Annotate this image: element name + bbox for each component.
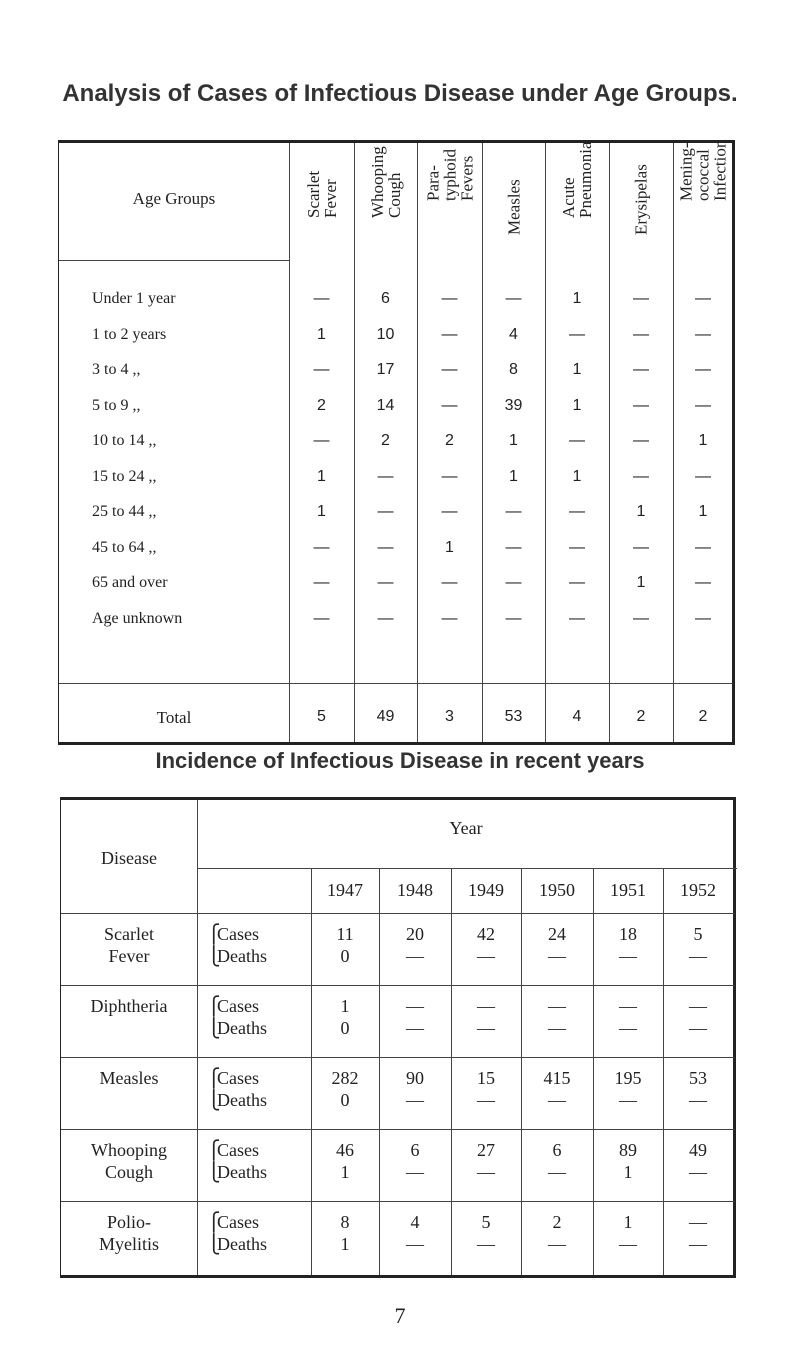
row-divider: [61, 985, 735, 986]
age-table-cell: 14: [376, 396, 395, 414]
age-table-cell: —: [505, 538, 522, 556]
page-title-incidence: Incidence of Infectious Disease in recent years: [155, 748, 645, 773]
age-table-cell: —: [441, 609, 458, 627]
age-table-cell: —: [441, 325, 458, 343]
cases-value: 24: [548, 924, 566, 944]
age-table-cell: 1: [698, 503, 708, 520]
cases-value: 195: [614, 1068, 642, 1088]
age-table-cell: —: [569, 325, 585, 343]
age-row-label: 15 to 24 ,,: [92, 467, 157, 485]
age-table-cell: 1: [636, 503, 646, 520]
disease-name: Diphtheria: [90, 996, 168, 1016]
cases-value: 27: [477, 1140, 495, 1160]
age-table-cell: 1: [445, 538, 454, 556]
deaths-value: —: [548, 1018, 566, 1038]
deaths-value: —: [689, 946, 707, 966]
deaths-value: —: [406, 1090, 424, 1110]
age-row-label: 65 and over: [92, 574, 168, 591]
age-row-label: 1 to 2 years: [92, 325, 167, 343]
age-table-cell: 17: [376, 361, 395, 378]
age-table-cell: 1: [509, 432, 518, 449]
deaths-value: —: [406, 946, 424, 966]
deaths-value: —: [619, 1234, 637, 1254]
cases-value: —: [619, 996, 637, 1016]
total-cell: 5: [317, 708, 326, 725]
age-table-cell: —: [313, 609, 330, 627]
row-divider: [61, 1129, 735, 1130]
cases-value: 1: [340, 996, 350, 1016]
column-header-label: Acute Pneumonia: [559, 141, 595, 218]
age-table-cell: —: [569, 538, 585, 556]
deaths-value: —: [406, 1234, 424, 1254]
deaths-value: —: [619, 946, 637, 966]
age-table-cell: —: [377, 574, 394, 591]
age-table-cell: —: [441, 503, 458, 520]
cases-value: —: [477, 996, 495, 1016]
age-table-cell: 1: [698, 432, 708, 449]
age-table-cell: 2: [381, 432, 390, 449]
deaths-label: Deaths: [217, 946, 267, 966]
deaths-value: —: [477, 1018, 495, 1038]
row-divider: [61, 913, 735, 914]
age-table-cell: —: [313, 432, 330, 449]
deaths-value: 1: [340, 1234, 350, 1254]
deaths-value: —: [477, 1162, 495, 1182]
deaths-label: Deaths: [217, 1018, 267, 1038]
year-label: 1952: [680, 880, 716, 900]
column-header: [673, 139, 733, 260]
brace-glyph: ⎩: [207, 1234, 221, 1254]
cases-value: 8: [340, 1212, 350, 1232]
column-header-label: Para- typhoid Fevers: [423, 149, 476, 201]
cases-value: 42: [477, 924, 495, 944]
year-header: Year: [449, 818, 483, 838]
age-table-cell: 1: [572, 467, 582, 485]
column-header: [354, 143, 417, 260]
age-table-cell: —: [633, 290, 649, 307]
total-cell: 49: [376, 708, 395, 725]
column-header: [417, 143, 482, 260]
age-table-cell: —: [569, 574, 585, 591]
cases-value: 49: [689, 1140, 707, 1160]
deaths-value: —: [548, 946, 566, 966]
age-table-cell: —: [377, 467, 394, 485]
column-header-label: Measles: [504, 179, 523, 235]
row-divider: [197, 868, 737, 869]
age-table-cell: 10: [376, 325, 395, 343]
age-table-cell: 1: [509, 467, 518, 485]
deaths-value: —: [477, 1090, 495, 1110]
age-table-cell: —: [441, 467, 458, 485]
cases-value: 11: [336, 924, 354, 944]
cases-value: 282: [331, 1068, 359, 1088]
age-table-cell: 2: [317, 396, 326, 414]
deaths-value: 1: [340, 1162, 350, 1182]
brace-glyph: ⎧: [207, 1140, 221, 1160]
cases-value: —: [406, 996, 424, 1016]
disease-name: Polio- Myelitis: [98, 1212, 159, 1254]
age-table-cell: 2: [445, 432, 454, 449]
column-header-label: Whooping Cough: [367, 146, 404, 218]
age-table-cell: —: [569, 609, 585, 627]
age-table-cell: —: [505, 503, 522, 520]
age-table-cell: —: [695, 396, 711, 414]
deaths-value: —: [406, 1018, 424, 1038]
age-table-cell: 1: [572, 290, 582, 307]
brace-glyph: ⎧: [207, 1212, 221, 1232]
column-header: [482, 143, 545, 260]
cases-value: 415: [543, 1068, 571, 1088]
cases-value: 20: [406, 924, 424, 944]
age-row-label: Under 1 year: [92, 290, 176, 307]
disease-header: Disease: [101, 848, 157, 868]
year-label: 1947: [327, 880, 363, 900]
cases-value: —: [689, 996, 707, 1016]
page-title-age-analysis: Analysis of Cases of Infectious Disease under Age Groups.: [62, 80, 738, 107]
row-divider: [61, 1057, 735, 1058]
age-table-cell: —: [441, 396, 458, 414]
age-group-table: [58, 140, 735, 745]
deaths-value: 0: [340, 1090, 350, 1110]
age-table-cell: 8: [509, 361, 518, 378]
deaths-value: —: [548, 1234, 566, 1254]
age-table-cell: —: [695, 574, 711, 591]
total-cell: 4: [572, 708, 582, 725]
age-row-label: 25 to 44 ,,: [92, 503, 157, 520]
age-table-cell: —: [633, 609, 649, 627]
age-table-cell: —: [313, 538, 330, 556]
age-table-cell: —: [695, 467, 711, 485]
age-table-cell: —: [313, 361, 330, 378]
age-groups-header: Age Groups: [132, 189, 216, 208]
deaths-value: 0: [340, 1018, 350, 1038]
deaths-value: —: [689, 1018, 707, 1038]
cases-value: 15: [477, 1068, 495, 1088]
deaths-value: —: [689, 1090, 707, 1110]
column-header: [609, 143, 673, 260]
age-row-label: 5 to 9 ,,: [92, 396, 141, 414]
column-header: [545, 143, 609, 260]
cases-value: 2: [552, 1212, 562, 1232]
column-header-label: Mening- ococcal Infection: [676, 139, 730, 201]
row-divider: [61, 1201, 735, 1202]
age-table-cell: —: [377, 609, 394, 627]
age-table-cell: —: [313, 574, 330, 591]
deaths-value: 1: [623, 1162, 633, 1182]
deaths-label: Deaths: [217, 1162, 267, 1182]
deaths-value: —: [477, 946, 495, 966]
page-number: 7: [394, 1303, 406, 1328]
cases-value: 6: [410, 1140, 420, 1160]
age-table-cell: —: [633, 361, 649, 378]
brace-glyph: ⎩: [207, 1018, 221, 1038]
column-divider: [197, 800, 198, 1275]
age-row-label: Age unknown: [92, 609, 183, 627]
age-table-cell: 6: [381, 290, 390, 307]
deaths-value: —: [619, 1090, 637, 1110]
age-table-cell: —: [441, 290, 458, 307]
age-table-cell: —: [313, 290, 330, 307]
age-table-cell: —: [569, 503, 585, 520]
year-label: 1951: [610, 880, 646, 900]
age-table-cell: 1: [317, 467, 326, 485]
age-table-cell: —: [505, 574, 522, 591]
cases-label: Cases: [217, 1140, 259, 1160]
deaths-value: —: [477, 1234, 495, 1254]
deaths-value: —: [689, 1234, 707, 1254]
age-table-cell: —: [633, 467, 649, 485]
age-table-cell: 1: [572, 361, 582, 378]
disease-name: Scarlet Fever: [104, 924, 154, 966]
deaths-value: —: [548, 1162, 566, 1182]
year-label: 1949: [468, 880, 504, 900]
cases-label: Cases: [217, 996, 259, 1016]
age-table-cell: 4: [509, 325, 518, 343]
cases-value: —: [548, 996, 566, 1016]
cases-value: 5: [693, 924, 703, 944]
age-table-cell: —: [633, 432, 649, 449]
cases-value: 18: [619, 924, 637, 944]
cases-value: —: [689, 1212, 707, 1232]
deaths-label: Deaths: [217, 1234, 267, 1254]
age-table-cell: —: [695, 325, 711, 343]
cases-value: 1: [623, 1212, 633, 1232]
cases-value: 5: [481, 1212, 491, 1232]
age-row-label: 45 to 64 ,,: [92, 538, 157, 556]
row-divider: [59, 260, 289, 261]
age-table-cell: 1: [317, 325, 326, 343]
year-label: 1950: [539, 880, 575, 900]
age-table-cell: 1: [636, 574, 646, 591]
disease-name: Whooping Cough: [91, 1140, 167, 1182]
cases-value: 4: [410, 1212, 420, 1232]
brace-glyph: ⎧: [207, 996, 221, 1016]
deaths-label: Deaths: [217, 1090, 267, 1110]
total-cell: 2: [698, 708, 708, 725]
column-header-label: Scarlet Fever: [303, 170, 340, 218]
cases-label: Cases: [217, 924, 259, 944]
age-table-cell: 1: [572, 396, 582, 414]
brace-glyph: ⎩: [207, 1162, 221, 1182]
age-table-cell: 1: [317, 503, 326, 520]
age-table-cell: —: [633, 396, 649, 414]
deaths-value: —: [619, 1018, 637, 1038]
age-table-cell: —: [377, 503, 394, 520]
age-row-label: 3 to 4 ,,: [92, 361, 141, 378]
brace-glyph: ⎧: [207, 1068, 221, 1088]
year-label: 1948: [397, 880, 433, 900]
column-header-label: Erysipelas: [631, 164, 651, 235]
brace-glyph: ⎩: [207, 946, 221, 966]
cases-value: 89: [619, 1140, 637, 1160]
age-table-cell: —: [505, 290, 522, 307]
age-table-cell: —: [633, 538, 649, 556]
column-header: [289, 143, 354, 260]
deaths-value: —: [689, 1162, 707, 1182]
total-cell: 53: [504, 708, 523, 725]
age-table-cell: —: [441, 574, 458, 591]
age-table-cell: —: [695, 290, 711, 307]
total-row-label: Total: [156, 708, 192, 727]
deaths-value: —: [406, 1162, 424, 1182]
age-table-cell: —: [695, 538, 711, 556]
cases-label: Cases: [217, 1212, 259, 1232]
cases-value: 90: [406, 1068, 424, 1088]
disease-name: Measles: [99, 1068, 159, 1088]
brace-glyph: ⎧: [207, 924, 221, 944]
brace-glyph: ⎩: [207, 1090, 221, 1110]
age-table-cell: 39: [504, 396, 523, 414]
incidence-table: [60, 797, 736, 1278]
total-cell: 3: [445, 708, 454, 725]
age-table-cell: —: [441, 361, 458, 378]
age-table-cell: —: [633, 325, 649, 343]
cases-value: 46: [336, 1140, 354, 1160]
age-table-cell: —: [377, 538, 394, 556]
age-table-cell: —: [695, 609, 711, 627]
deaths-value: 0: [340, 946, 350, 966]
cases-value: 53: [689, 1068, 707, 1088]
age-table-cell: —: [695, 361, 711, 378]
deaths-value: —: [548, 1090, 566, 1110]
cases-value: 6: [552, 1140, 562, 1160]
row-divider: [59, 683, 733, 684]
age-table-cell: —: [505, 609, 522, 627]
cases-label: Cases: [217, 1068, 259, 1088]
age-row-label: 10 to 14 ,,: [92, 432, 157, 449]
age-table-cell: —: [569, 432, 585, 449]
total-cell: 2: [636, 708, 646, 725]
